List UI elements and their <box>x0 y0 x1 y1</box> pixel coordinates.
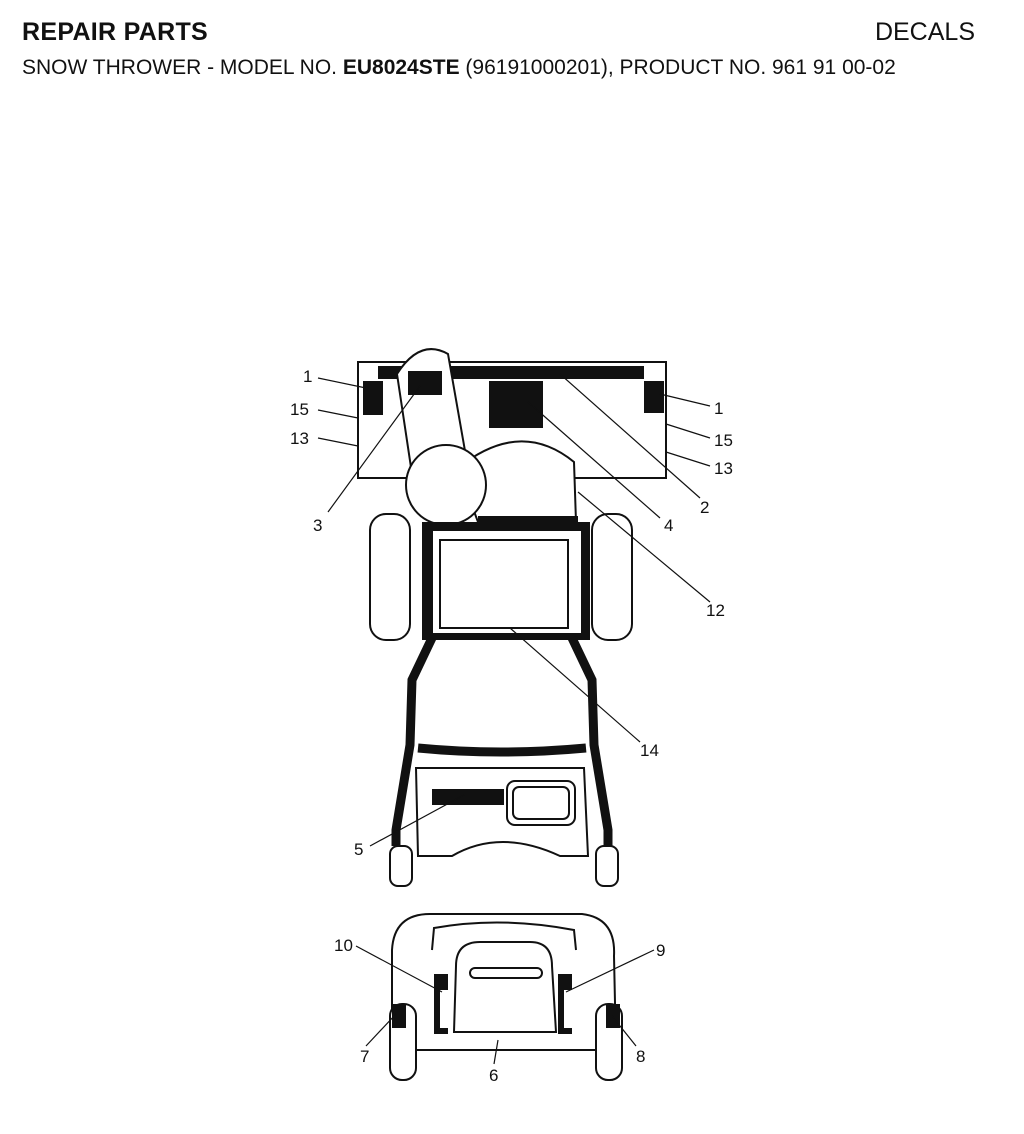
callout-15-right: 15 <box>714 431 733 450</box>
grip-left <box>390 846 412 886</box>
decal-3 <box>408 371 442 395</box>
callout-1-left: 1 <box>303 367 313 386</box>
callout-14: 14 <box>640 741 659 760</box>
handle-slot <box>470 968 542 978</box>
callout-6: 6 <box>489 1066 499 1085</box>
decal-1-right <box>644 381 664 413</box>
callout-9: 9 <box>656 941 666 960</box>
decal-5 <box>432 789 504 805</box>
page-title: REPAIR PARTS <box>22 18 209 46</box>
callout-13-left: 13 <box>290 429 309 448</box>
callout-15-left: 15 <box>290 400 309 419</box>
callout-8: 8 <box>636 1047 646 1066</box>
decal-14 <box>440 540 568 628</box>
callout-7: 7 <box>360 1047 370 1066</box>
callout-10: 10 <box>334 936 353 955</box>
grip-right <box>596 846 618 886</box>
callout-12: 12 <box>706 601 725 620</box>
panel-window-inner <box>513 787 569 819</box>
subtitle-prefix: SNOW THROWER - MODEL NO. <box>22 56 337 79</box>
decal-1-left <box>363 381 383 415</box>
subtitle-suffix: (96191000201), PRODUCT NO. 961 91 00-02 <box>465 56 896 79</box>
rear-view <box>390 914 622 1080</box>
callout-1-right: 1 <box>714 399 724 418</box>
callout-3: 3 <box>313 516 323 535</box>
callout-5: 5 <box>354 840 364 859</box>
wheel-left <box>370 514 410 640</box>
chute-base <box>406 445 486 525</box>
section-title: DECALS <box>874 18 975 46</box>
callout-13-right: 13 <box>714 459 733 478</box>
callout-2: 2 <box>700 498 710 517</box>
decal-6 <box>454 942 556 1032</box>
decal-8 <box>606 1004 620 1028</box>
model-number: EU8024STE <box>342 56 460 79</box>
decal-4 <box>489 381 543 428</box>
callout-4: 4 <box>664 516 674 535</box>
wheel-right <box>592 514 632 640</box>
